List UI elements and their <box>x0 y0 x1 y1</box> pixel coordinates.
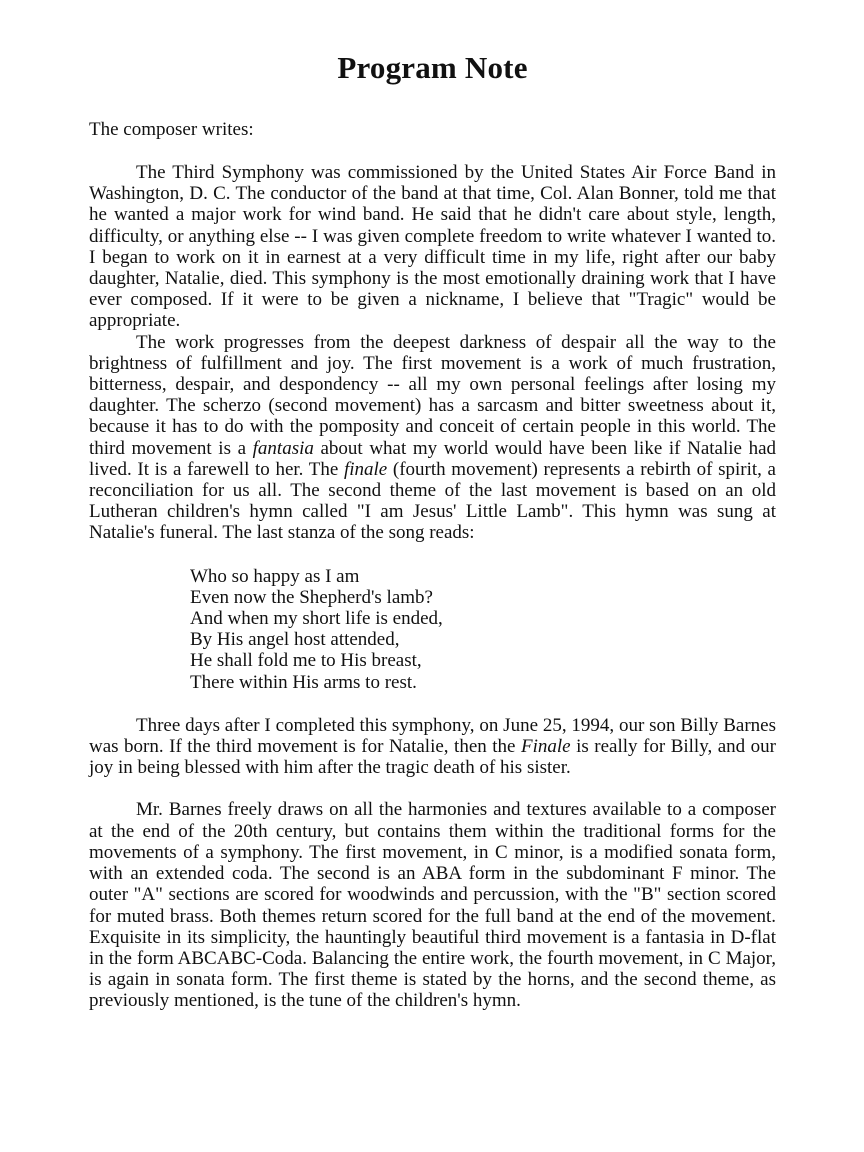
stanza-line: And when my short life is ended, <box>190 608 443 630</box>
paragraph-text: about what my world would have been like if Natalie had lived. It is a farewell to her. The <box>89 437 776 480</box>
italic-term: fantasia <box>252 437 314 459</box>
paragraph-movements <box>89 332 776 544</box>
stanza-line: Even now the Shepherd's lamb? <box>190 586 433 608</box>
intro-line: The composer writes: <box>89 119 254 140</box>
paragraph-billy <box>89 715 776 779</box>
italic-term: finale <box>343 458 388 480</box>
document-page <box>89 50 776 1012</box>
stanza-line: Who so happy as I am <box>190 565 360 587</box>
paragraph-commission: The Third Symphony was commissioned by the United States Air Force Band in Washington, D. C. The conductor of the band at that time, Col. Alan Bonner, told me that he wanted a major work for wind band. He said that he didn't care about style, length, difficulty, or anything else -- I was given complete freedom to write whatever I wanted to. I began to work on it in earnest at a very difficult time in my life, right after our baby daughter, Natalie, died. This symphony is the most emotionally draining work that I have ever composed. If it were to be given a nickname, I believe that "Tragic" would be appropriate. <box>89 162 776 332</box>
paragraph-text: (fourth movement) represents a rebirth of spirit, a reconciliation for us all. The second theme of the last movement is based on an old Lutheran children's hymn called "I am Jesus' Little Lamb". This hymn was sung at Natalie's funeral. The last stanza of the song reads: <box>89 458 776 544</box>
paragraph-analysis: Mr. Barnes freely draws on all the harmonies and textures available to a composer at the end of the 20th century, but contains them within the traditional forms for the movements of a symphony. The first movement, in C minor, is a modified sonata form, with an extended coda. The second is an ABA form in the subdominant F minor. The outer "A" sections are scored for woodwinds and percussion, with the "B" section scored for muted brass. Both themes return scored for the full band at the end of the movement. Exquisite in its simplicity, the hauntingly beautiful third movement is a fantasia in D-flat in the form ABCABC-Coda. Balancing the entire work, the fourth movement, in C Major, is again in sonata form. The first theme is stated by the horns, and the second theme, as previously mentioned, is the tune of the children's hymn. <box>89 799 776 1012</box>
paragraph-text: Three days after I completed this symphony, on June 25, 1994, our son Billy Barnes was born. If the third movement is for Natalie, then the <box>89 714 776 758</box>
hymn-stanza <box>190 566 776 693</box>
paragraph-text: The work progresses from the deepest darkness of despair all the way to the brightness of fulfillment and joy. The first movement is a work of much frustration, bitterness, despair, and despondency -- all my own personal feelings after losing my daughter. The scherzo (second movement) has a sarcasm and bitter sweetness about it, because it has to do with the pomposity and conceit of certain people in this world. The third movement is a <box>89 331 776 459</box>
page-title: Program Note <box>337 50 528 85</box>
italic-term: Finale <box>521 736 571 758</box>
stanza-line: There within His arms to rest. <box>190 671 417 693</box>
stanza-line: He shall fold me to His breast, <box>190 650 422 672</box>
paragraph-text: is really for Billy, and our joy in being blessed with him after the tragic death of his sister. <box>89 736 777 779</box>
stanza-line: By His angel host attended, <box>190 629 400 651</box>
